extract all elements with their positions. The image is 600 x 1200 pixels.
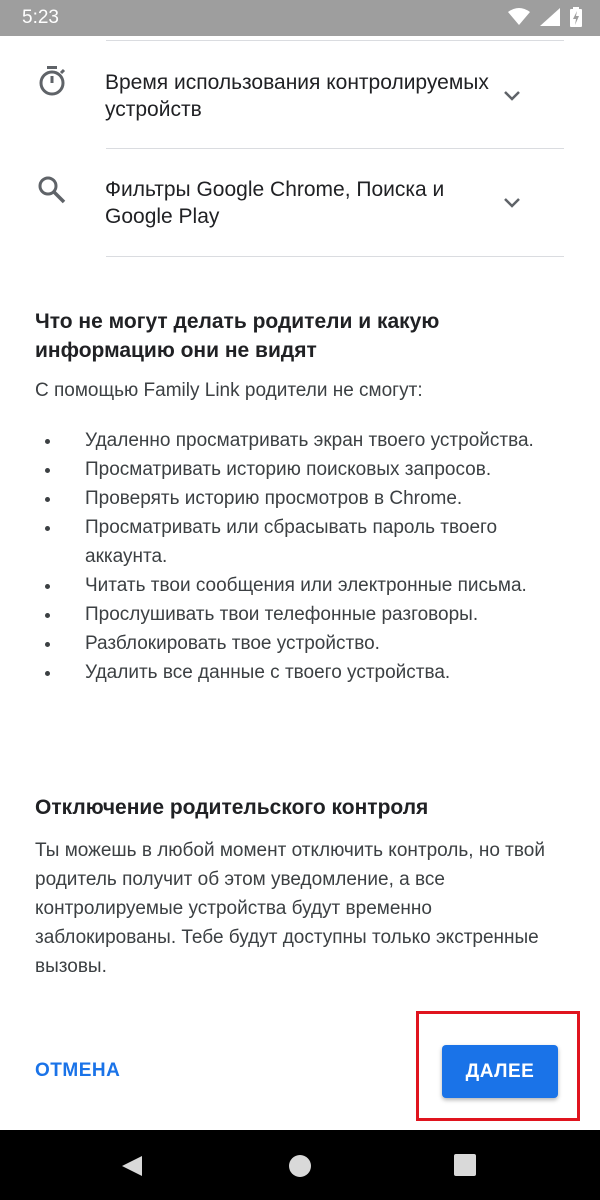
status-time: 5:23	[22, 7, 59, 28]
list-item	[35, 600, 565, 629]
list-item	[35, 484, 565, 513]
signal-icon	[540, 8, 560, 26]
search-icon	[36, 174, 68, 206]
list-item	[35, 426, 565, 455]
bullet-dot	[45, 613, 50, 618]
battery-charging-icon	[570, 7, 582, 27]
list-item-text: Просматривать историю поисковых запросов.	[85, 459, 492, 480]
wifi-icon	[508, 8, 530, 26]
feature-usage-time[interactable]	[0, 55, 600, 149]
chevron-down-icon[interactable]	[500, 83, 524, 107]
cannot-section-title: Что не могут делать родители и какую информацию они не видят	[35, 310, 440, 362]
stopwatch-icon	[36, 65, 68, 97]
feature-filters-label: Фильтры Google Chrome, Поиска и Google Play	[105, 178, 445, 228]
list-item-text: Просматривать или сбрасывать пароль твоего аккаунта.	[85, 517, 498, 567]
list-item-text: Удаленно просматривать экран твоего устройства.	[85, 430, 534, 451]
bullet-dot	[45, 468, 50, 473]
list-item-text: Прослушивать твои телефонные разговоры.	[85, 604, 479, 625]
list-item-text: Разблокировать твое устройство.	[85, 633, 380, 654]
list-item	[35, 513, 565, 571]
list-item-text: Читать твои сообщения или электронные письма.	[85, 575, 527, 596]
top-divider	[106, 40, 564, 41]
feature-filters[interactable]	[0, 160, 600, 255]
bullet-dot	[45, 642, 50, 647]
chevron-down-icon[interactable]	[500, 190, 524, 214]
list-item	[35, 455, 565, 484]
bullet-dot	[45, 584, 50, 589]
bullet-dot	[45, 497, 50, 502]
disable-section-text: Ты можешь в любой момент отключить контроль, но твой родитель получит об этом уведомление, а все контролируемые устройства будут временно заблокированы. Тебе будут доступны только экстренные вызовы.	[35, 840, 545, 977]
list-item	[35, 658, 565, 687]
feature-usage-time-label: Время использования контролируемых устройств	[105, 71, 489, 121]
bullet-dot	[45, 526, 50, 531]
status-bar	[0, 0, 600, 36]
next-button[interactable]: ДАЛЕЕ	[442, 1045, 558, 1098]
disable-section-title: Отключение родительского контроля	[35, 796, 429, 819]
feature-divider	[106, 148, 564, 149]
bullet-dot	[45, 439, 50, 444]
feature-divider	[106, 256, 564, 257]
list-item	[35, 571, 565, 600]
list-item	[35, 629, 565, 658]
list-item-text: Удалить все данные с твоего устройства.	[85, 662, 451, 683]
cancel-button[interactable]: ОТМЕНА	[35, 1060, 121, 1081]
bullet-dot	[45, 671, 50, 676]
recents-icon[interactable]	[454, 1154, 476, 1176]
status-icons	[508, 7, 582, 27]
cannot-list	[35, 426, 565, 687]
list-item-text: Проверять историю просмотров в Chrome.	[85, 488, 463, 509]
nav-bar	[0, 1130, 600, 1200]
cannot-section-intro: С помощью Family Link родители не смогут:	[35, 380, 423, 401]
home-icon[interactable]	[288, 1154, 312, 1178]
back-icon[interactable]	[120, 1154, 144, 1178]
